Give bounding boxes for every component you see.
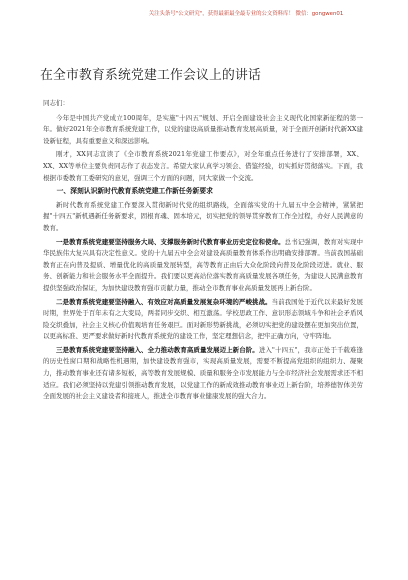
document-body (43, 98, 363, 405)
paragraph-3: 新时代教育系统党建工作要深入贯彻新时代党的组织路线，全面落实党的十九届五中全会精神，紧紧把握"十四五"新机遇新任务新要求，固根育魂、固本培元，切实把党的领导贯穿教育工作全过程，办好人民满意的教育。 (43, 200, 363, 232)
paragraph-1: 今年是中国共产党成立100周年，是实施"十四五"规划、开启全面建设社会主义现代化国家新征程的第一年。做好2021年全市教育系统党建工作，以党的建设高质量推动教育发展高质量，对于全面开创新时代新XX建设新征程，具有重要意义和深远影响。 (43, 113, 363, 145)
greeting: 同志们： (43, 99, 69, 107)
promo-banner: 关注头条号"公文研究"，获得最新最全最专业的公文资料库！ 微信：gongwen01 (148, 11, 344, 17)
paragraph-5-lead: 二是教育系统党建要坚持融入、有效应对高质量发展复杂环境的严峻挑战。 (56, 297, 272, 306)
paragraph-4 (43, 237, 363, 295)
paragraph-2: 刚才，XX同志宣读了《全市教育系统2021年党建工作要点》，对全年重点任务进行了安排部署，XX、XX、XX等单位主要负责同志作了表态发言。希望大家认真学习领会、借鉴经验，切实抓好贯彻落实。下面，我根据市委教育工委研究的意见，强调三个方面的问题，同大家做一个交流。 (43, 150, 363, 182)
paragraph-6-lead: 三是教育系统党建要坚持融入、全力推动教育高质量发展迈上新台阶。 (56, 345, 259, 354)
section-heading-1: 一、深刻认识新时代教育系统党建工作新任务新要求 (56, 187, 213, 196)
paragraph-5-text: 当前我国处于近代以来最好发展时期，世界处于百年未有之大变局，两者同步交织、相互激荡。学校思政工作、意识形态领域斗争和社会矛盾风险交织叠加，社会主义核心价值观培育任务艰巨。面对新形势新挑战，必须切实把党的建设摆在更加突出位置，以更高标准、更严要求做好新时代教育系统党的建设工作，坚定理想信念，把牢正确方向，守牢阵地。 (43, 297, 364, 341)
paragraph-4-lead: 一是教育系统党建要坚持服务大局、支撑服务新时代教育事业历史定位和使命。 (56, 237, 285, 246)
paragraph-5 (43, 297, 363, 343)
paragraph-4-text: 总书记强调，教育对实现中华民族伟大复兴具有决定性意义。党的十九届五中全会对建设高质量教育体系作出明确安排部署。当前我国基础教育正在向普及提质、增量优化的高质量发展转型，高等教育正由后大众化阶段向普及化阶段迈进。就业、服务、创新能力和社会服务水平全面提升。我们要以更高站位落实教育高质量发展各项任务，为建设人民满意教育提供坚强政治保证，为加快建设教育强市贡献力量，推动全市教育事业高质量发展再上新台阶。 (43, 237, 364, 292)
page-title: 在全市教育系统党建工作会议上的讲话 (40, 68, 261, 83)
paragraph-6-text: 进入"十四五"，我市正处于千载难逢的历史性窗口期和战略性机遇期，加快建设教育强市，实现高质量发展，需要不断提高党组织的组织力、凝聚力，推动教育事业还有诸多短板，高等教育发展规模、质量和服务全市发展能力与全市经济社会发展需求还不相适应。我们必须坚持以党建引领推动教育发展，以党建工作的新成效推动教育事业迈上新台阶，培养德智体美劳全面发展的社会主义建设者和接班人，推进全市教育事业健康发展的强大合力。 (43, 345, 364, 401)
paragraph-6 (43, 345, 363, 403)
